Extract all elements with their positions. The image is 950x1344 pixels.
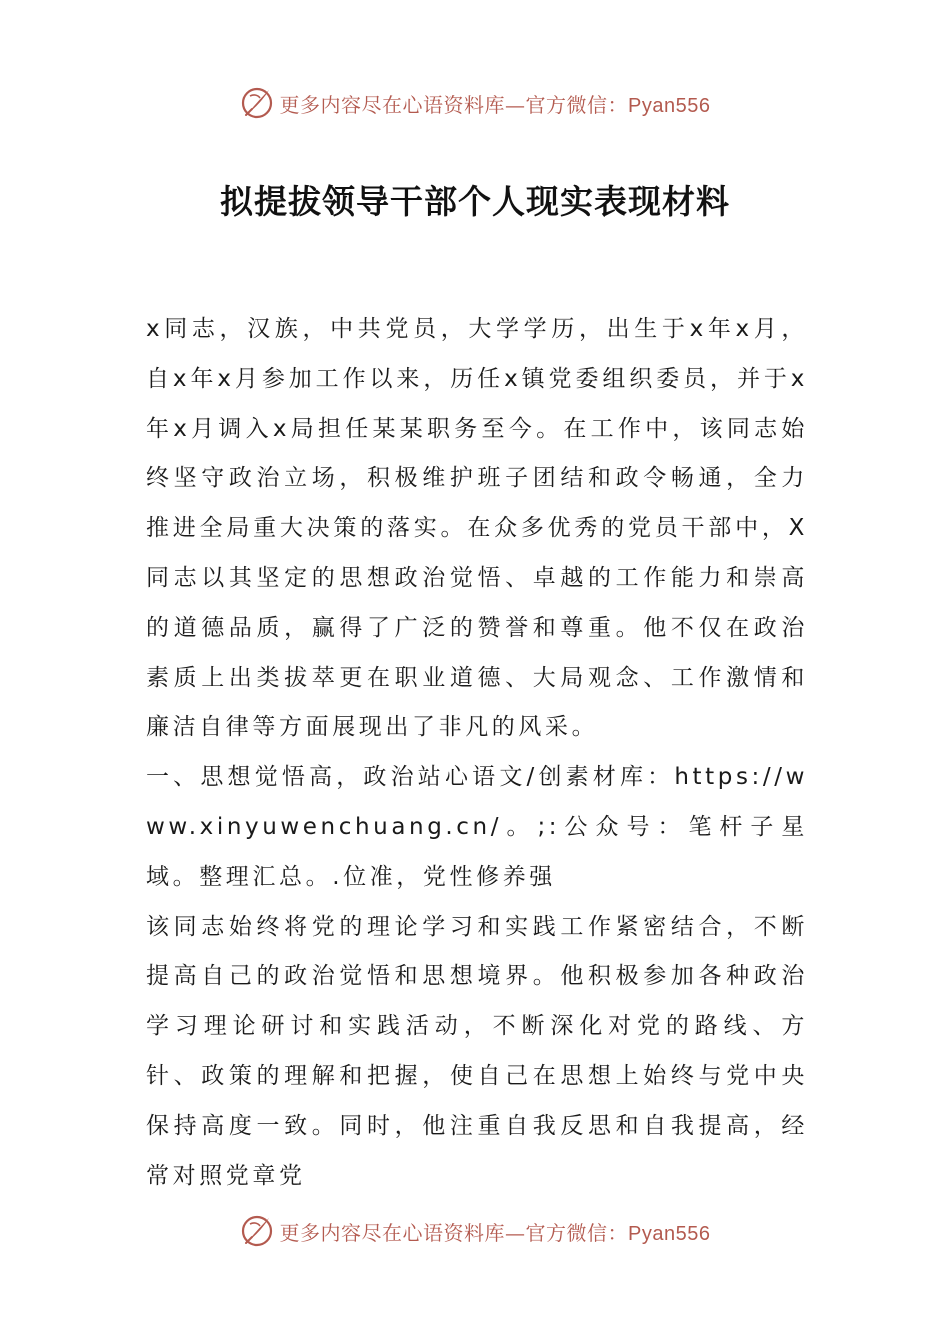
quill-pen-logo-icon	[240, 86, 274, 120]
banner-slogan: 更多内容尽在心语资料库—官方微信：	[279, 92, 629, 117]
paragraph-body: 该同志始终将党的理论学习和实践工作紧密结合，不断提高自己的政治觉悟和思想境界。他积极参加各种政治学习理论研讨和实践活动，不断深化对党的路线、方针、政策的理解和把握，使自己在思想上始终与党中央保持高度一致。同时，他注重自我反思和自我提高，经常对照党章党	[146, 913, 808, 1189]
paragraph-section-heading: 一、思想觉悟高，政治站心语文/创素材库：https://www.xinyuwenchuang.cn/。;:公众号：笔杆子星域。整理汇总。.位准，党性修养强	[146, 764, 808, 890]
document-title: 拟提拔领导干部个人现实表现材料	[220, 182, 730, 221]
footer-banner-wechat-id: Pyan556	[628, 1222, 711, 1245]
header-banner	[0, 86, 950, 120]
paragraph-intro: x同志，汉族，中共党员，大学学历，出生于x年x月，自x年x月参加工作以来，历任x镇党委组织委员，并于x年x月调入x局担任某某职务至今。在工作中，该同志始终坚守政治立场，积极维护班子团结和政令畅通，全力推进全局重大决策的落实。在众多优秀的党员干部中，X同志以其坚定的思想政治觉悟、卓越的工作能力和崇高的道德品质，赢得了广泛的赞誉和尊重。他不仅在政治素质上出类拔萃更在职业道德、大局观念、工作激情和廉洁自律等方面展现出了非凡的风采。	[146, 316, 808, 741]
banner-wechat-id: Pyan556	[628, 94, 711, 117]
document-body	[146, 305, 808, 1201]
banner-text	[280, 89, 711, 118]
quill-pen-logo-icon	[240, 1214, 274, 1248]
footer-banner	[0, 1214, 950, 1248]
footer-banner-text	[280, 1217, 711, 1246]
footer-banner-slogan: 更多内容尽在心语资料库—官方微信：	[279, 1220, 629, 1245]
